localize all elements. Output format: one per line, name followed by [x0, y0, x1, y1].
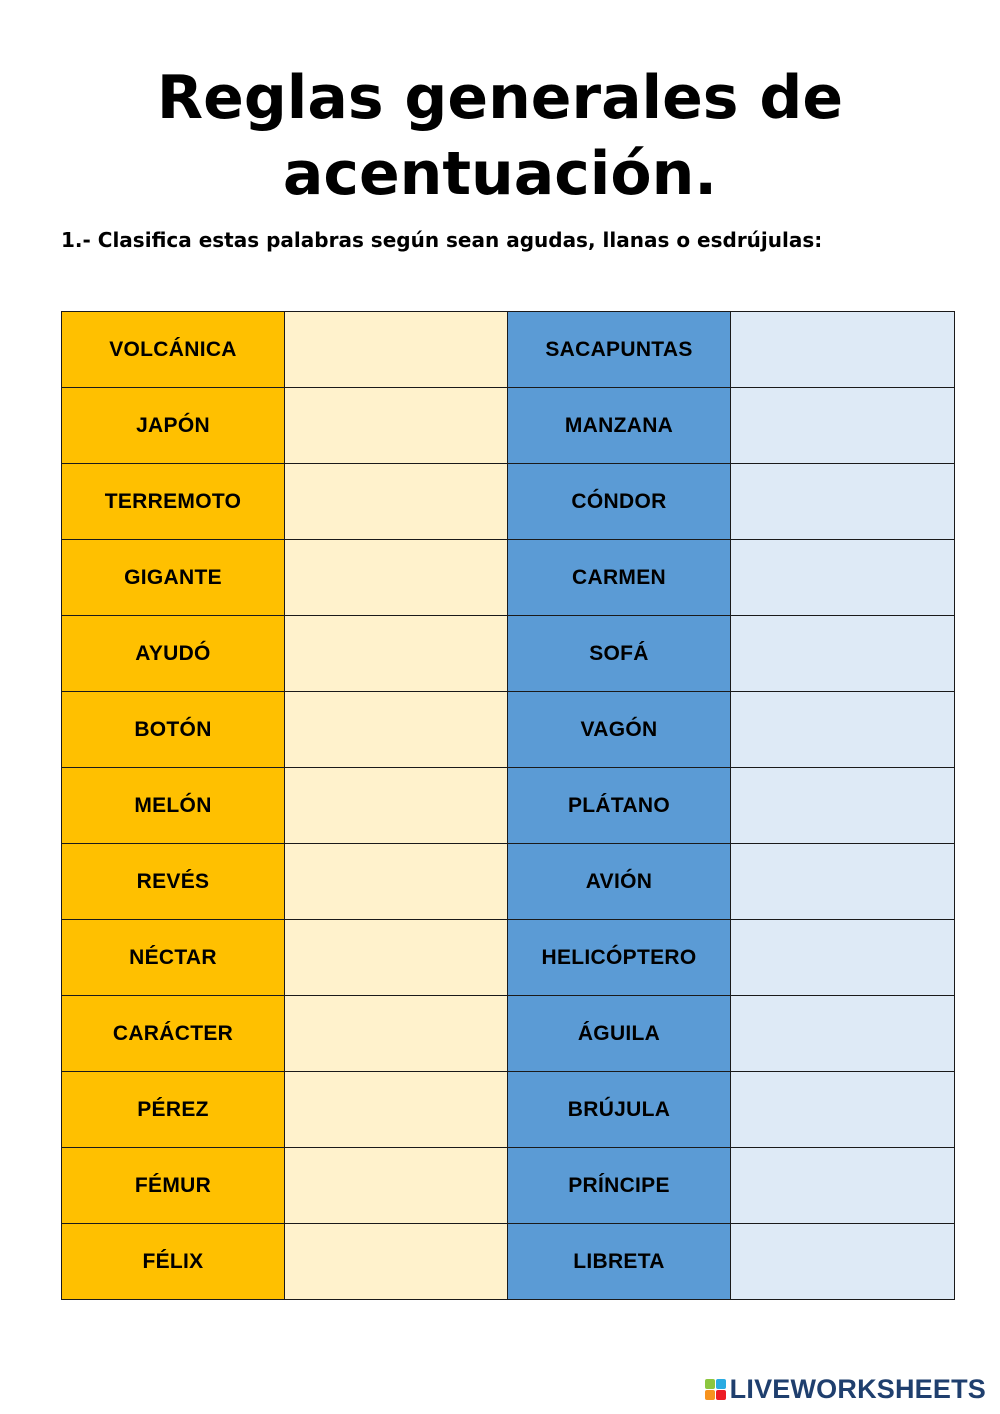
right-answer-cell[interactable]: [731, 312, 955, 388]
left-word-cell: VOLCÁNICA: [62, 312, 285, 388]
left-answer-cell[interactable]: [285, 1072, 508, 1148]
left-answer-cell[interactable]: [285, 920, 508, 996]
right-answer-cell[interactable]: [731, 768, 955, 844]
right-word-cell: PRÍNCIPE: [508, 1148, 731, 1224]
right-word-cell: CARMEN: [508, 540, 731, 616]
table-row: [62, 1148, 955, 1224]
left-answer-cell[interactable]: [285, 1224, 508, 1300]
table-row: [62, 996, 955, 1072]
left-word-cell: PÉREZ: [62, 1072, 285, 1148]
right-word-cell: CÓNDOR: [508, 464, 731, 540]
right-answer-cell[interactable]: [731, 844, 955, 920]
right-answer-cell[interactable]: [731, 692, 955, 768]
table-row: [62, 616, 955, 692]
table-row: [62, 1072, 955, 1148]
left-answer-cell[interactable]: [285, 768, 508, 844]
right-answer-cell[interactable]: [731, 616, 955, 692]
classification-table-body: [62, 312, 955, 1300]
left-word-cell: TERREMOTO: [62, 464, 285, 540]
exercise-instruction: 1.- Clasifica estas palabras según sean agudas, llanas o esdrújulas:: [61, 228, 823, 252]
table-row: [62, 388, 955, 464]
right-word-cell: MANZANA: [508, 388, 731, 464]
logo-square-1: [705, 1379, 715, 1389]
left-word-cell: FÉMUR: [62, 1148, 285, 1224]
right-answer-cell[interactable]: [731, 1072, 955, 1148]
left-word-cell: AYUDÓ: [62, 616, 285, 692]
right-word-cell: SACAPUNTAS: [508, 312, 731, 388]
title-line-1: Reglas generales de: [156, 63, 844, 133]
right-answer-cell[interactable]: [731, 996, 955, 1072]
right-answer-cell[interactable]: [731, 1224, 955, 1300]
title-line-2: acentuación.: [282, 139, 718, 209]
left-word-cell: JAPÓN: [62, 388, 285, 464]
right-word-cell: PLÁTANO: [508, 768, 731, 844]
right-word-cell: HELICÓPTERO: [508, 920, 731, 996]
brand-name: LIVEWORKSHEETS: [729, 1374, 986, 1404]
right-answer-cell[interactable]: [731, 920, 955, 996]
left-word-cell: GIGANTE: [62, 540, 285, 616]
right-answer-cell[interactable]: [731, 540, 955, 616]
right-word-cell: ÁGUILA: [508, 996, 731, 1072]
right-word-cell: BRÚJULA: [508, 1072, 731, 1148]
left-word-cell: BOTÓN: [62, 692, 285, 768]
left-answer-cell[interactable]: [285, 540, 508, 616]
right-answer-cell[interactable]: [731, 1148, 955, 1224]
classification-table: [61, 311, 955, 1300]
left-word-cell: CARÁCTER: [62, 996, 285, 1072]
logo-square-2: [716, 1379, 726, 1389]
table-row: [62, 1224, 955, 1300]
table-row: [62, 692, 955, 768]
logo-square-4: [716, 1390, 726, 1400]
right-word-cell: VAGÓN: [508, 692, 731, 768]
right-word-cell: AVIÓN: [508, 844, 731, 920]
liveworksheets-logo-icon: [705, 1379, 726, 1400]
table-row: [62, 540, 955, 616]
left-answer-cell[interactable]: [285, 692, 508, 768]
left-answer-cell[interactable]: [285, 844, 508, 920]
table-row: [62, 768, 955, 844]
left-answer-cell[interactable]: [285, 1148, 508, 1224]
table-row: [62, 464, 955, 540]
table-row: [62, 312, 955, 388]
liveworksheets-brand: [705, 1374, 986, 1405]
left-word-cell: REVÉS: [62, 844, 285, 920]
left-answer-cell[interactable]: [285, 616, 508, 692]
table-row: [62, 844, 955, 920]
left-word-cell: FÉLIX: [62, 1224, 285, 1300]
left-answer-cell[interactable]: [285, 996, 508, 1072]
right-word-cell: LIBRETA: [508, 1224, 731, 1300]
page-title: [0, 60, 1000, 212]
right-answer-cell[interactable]: [731, 464, 955, 540]
right-word-cell: SOFÁ: [508, 616, 731, 692]
logo-square-3: [705, 1390, 715, 1400]
right-answer-cell[interactable]: [731, 388, 955, 464]
left-answer-cell[interactable]: [285, 312, 508, 388]
left-answer-cell[interactable]: [285, 464, 508, 540]
left-word-cell: NÉCTAR: [62, 920, 285, 996]
table-row: [62, 920, 955, 996]
left-answer-cell[interactable]: [285, 388, 508, 464]
left-word-cell: MELÓN: [62, 768, 285, 844]
